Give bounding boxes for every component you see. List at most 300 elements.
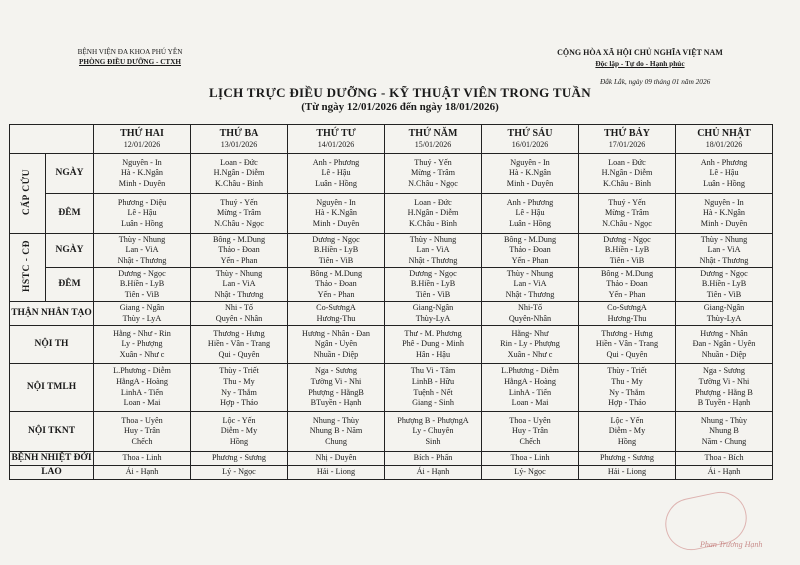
schedule-cell bbox=[385, 234, 482, 268]
staff-names: Hương-Thu bbox=[316, 313, 356, 323]
schedule-cell bbox=[676, 364, 773, 412]
staff-names: Thu - My bbox=[611, 376, 643, 386]
staff-names: Nhị - Duyên bbox=[315, 453, 357, 463]
department-name: NỘI TMLH bbox=[26, 382, 77, 393]
schedule-cell bbox=[288, 302, 385, 326]
staff-names: Luân - Hồng bbox=[509, 218, 551, 228]
national-motto: Độc lập - Tự do - Hạnh phúc bbox=[595, 59, 685, 68]
schedule-cell bbox=[676, 268, 773, 302]
schedule-cell bbox=[94, 234, 191, 268]
staff-names: HằngA - Hoàng bbox=[116, 376, 168, 386]
staff-names: Mừng - Trâm bbox=[604, 208, 650, 218]
staff-names: Đan - Ngân - Uyên bbox=[692, 339, 756, 349]
staff-names: Phượng - HằngB bbox=[308, 387, 364, 397]
national-heading bbox=[520, 47, 760, 69]
staff-names: Nhi - Tố bbox=[224, 302, 254, 312]
staff-names: Tường Vi - Nhi bbox=[310, 376, 362, 386]
schedule-cell bbox=[579, 154, 676, 194]
staff-names: Lan - ViA bbox=[707, 245, 741, 255]
staff-names: L.Phương - Diễm bbox=[501, 366, 559, 376]
staff-names: LinhA - Tiến bbox=[120, 387, 164, 397]
staff-names: K.Châu - Bình bbox=[409, 218, 457, 228]
staff-names: LinhB - Hữu bbox=[411, 376, 455, 386]
schedule-cell bbox=[191, 364, 288, 412]
staff-names: Minh - Duyên bbox=[506, 178, 554, 188]
staff-names: Hương - Nhân bbox=[700, 328, 748, 338]
staff-names: Thoa - Bích bbox=[704, 453, 744, 463]
schedule-cell bbox=[191, 154, 288, 194]
staff-names: Mừng - Trâm bbox=[410, 168, 456, 178]
shift-cell bbox=[46, 154, 94, 194]
day-date: 13/01/2026 bbox=[220, 139, 258, 149]
schedule-cell bbox=[288, 466, 385, 480]
staff-names: Loan - Mai bbox=[511, 398, 549, 408]
schedule-cell bbox=[482, 326, 579, 364]
staff-names: Thùy - Nhung bbox=[700, 234, 748, 244]
staff-names: Nhuần - Diệp bbox=[313, 349, 359, 359]
schedule-cell bbox=[676, 412, 773, 452]
department-cell bbox=[10, 412, 94, 452]
staff-names: Anh - Phương bbox=[312, 157, 360, 167]
staff-names: Qui - Quyên bbox=[218, 349, 260, 359]
staff-names: Sinh bbox=[425, 436, 441, 446]
department-cell bbox=[10, 326, 94, 364]
staff-names: Nhi-Tố bbox=[517, 302, 543, 312]
staff-names: Lan - ViA bbox=[222, 279, 256, 289]
day-name: THỨ SÁU bbox=[507, 127, 553, 139]
group-label: HSTC - CĐ bbox=[22, 239, 33, 292]
schedule-cell bbox=[385, 268, 482, 302]
staff-names: Thùy - Nhung bbox=[215, 268, 263, 278]
staff-names: Ly - Chuyên bbox=[412, 426, 454, 436]
day-date: 15/01/2026 bbox=[414, 139, 452, 149]
staff-names: Rin - Ly - Phượng bbox=[500, 339, 560, 349]
schedule-cell bbox=[94, 326, 191, 364]
staff-names: Tiên - ViB bbox=[318, 255, 354, 265]
day-header bbox=[288, 125, 385, 154]
day-header bbox=[385, 125, 482, 154]
staff-names: Thuý - Yến bbox=[608, 197, 646, 207]
staff-names: Loan - Đức bbox=[414, 197, 452, 207]
staff-names: Thoa - Linh bbox=[122, 453, 162, 463]
schedule-cell bbox=[288, 364, 385, 412]
staff-names: Thoa - Uyên bbox=[121, 415, 163, 425]
staff-names: Hà - K.Ngân bbox=[314, 208, 358, 218]
staff-names: Yến - Phan bbox=[317, 289, 355, 299]
duty-schedule-table bbox=[9, 124, 773, 480]
staff-names: B Tuyền - Hạnh bbox=[697, 398, 751, 408]
day-header bbox=[482, 125, 579, 154]
day-date: 18/01/2026 bbox=[705, 139, 743, 149]
shift-label: ĐÊM bbox=[58, 208, 81, 219]
schedule-cell bbox=[191, 466, 288, 480]
staff-names: Thùy - Triết bbox=[607, 366, 647, 376]
staff-names: Nhật - Thương bbox=[505, 289, 555, 299]
schedule-row bbox=[10, 194, 773, 234]
staff-names: Minh - Duyên bbox=[700, 218, 748, 228]
staff-names: Hà - K.Ngân bbox=[120, 168, 164, 178]
schedule-cell bbox=[579, 302, 676, 326]
day-date: 16/01/2026 bbox=[511, 139, 549, 149]
schedule-cell bbox=[579, 268, 676, 302]
staff-names: Thùy - LyA bbox=[122, 313, 162, 323]
staff-names: Nhung B - Năm bbox=[309, 426, 363, 436]
staff-names: B.Hiền - LyB bbox=[701, 279, 747, 289]
department-cell bbox=[10, 364, 94, 412]
schedule-cell bbox=[676, 234, 773, 268]
staff-names: N.Châu - Ngọc bbox=[602, 218, 652, 228]
schedule-cell bbox=[579, 364, 676, 412]
day-header bbox=[676, 125, 773, 154]
day-header bbox=[94, 125, 191, 154]
staff-names: Nguyên - In bbox=[510, 157, 550, 167]
department-cell bbox=[10, 452, 94, 466]
staff-names: Chếch bbox=[131, 436, 153, 446]
staff-names: Thảo - Đoan bbox=[315, 279, 357, 289]
staff-names: Thùy - Triết bbox=[219, 366, 259, 376]
schedule-cell bbox=[288, 412, 385, 452]
schedule-row bbox=[10, 234, 773, 268]
schedule-row bbox=[10, 154, 773, 194]
staff-names: K.Châu - Bình bbox=[603, 178, 651, 188]
staff-names: Lan - ViA bbox=[513, 279, 547, 289]
staff-names: Thuý - Yến bbox=[220, 197, 258, 207]
department-row bbox=[10, 452, 773, 466]
schedule-cell bbox=[385, 412, 482, 452]
staff-names: Ái - Hạnh bbox=[707, 467, 741, 477]
signature: Phan Trương Hạnh bbox=[700, 540, 763, 549]
schedule-cell bbox=[676, 154, 773, 194]
staff-names: Hân - Hậu bbox=[415, 349, 451, 359]
staff-names: Bông - M.Dung bbox=[212, 234, 266, 244]
staff-names: Giang - Ngân bbox=[119, 302, 165, 312]
staff-names: Hải - Liong bbox=[316, 467, 356, 477]
staff-names: Luân - Hồng bbox=[703, 178, 745, 188]
schedule-cell bbox=[676, 466, 773, 480]
schedule-cell bbox=[579, 452, 676, 466]
schedule-cell bbox=[94, 268, 191, 302]
staff-names: Phương - Sương bbox=[212, 453, 266, 463]
schedule-cell bbox=[482, 412, 579, 452]
corner-cell bbox=[10, 125, 94, 154]
staff-names: Xuân - Như c bbox=[507, 349, 553, 359]
staff-names: Phê - Dung - Minh bbox=[402, 339, 464, 349]
day-header bbox=[191, 125, 288, 154]
department-cell bbox=[10, 466, 94, 480]
department-name: NỘI TH bbox=[34, 339, 69, 350]
staff-names: Dương - Ngọc bbox=[118, 268, 166, 278]
staff-names: Hương-Thu bbox=[607, 313, 647, 323]
schedule-cell bbox=[676, 452, 773, 466]
issuer-block bbox=[50, 47, 210, 67]
staff-names: Hồng bbox=[617, 436, 637, 446]
staff-names: BTuyền - Hạnh bbox=[310, 398, 362, 408]
staff-names: Loan - Đức bbox=[220, 157, 258, 167]
staff-names: Minh - Duyên bbox=[118, 178, 166, 188]
staff-names: Co-SươngA bbox=[607, 302, 647, 312]
schedule-cell bbox=[191, 302, 288, 326]
schedule-cell bbox=[676, 302, 773, 326]
schedule-cell bbox=[482, 234, 579, 268]
staff-names: Tường Vi - Nhi bbox=[698, 376, 750, 386]
document-title: LỊCH TRỰC ĐIỀU DƯỠNG - KỸ THUẬT VIÊN TRONG TUẦN bbox=[209, 85, 591, 100]
schedule-cell bbox=[482, 268, 579, 302]
schedule-cell bbox=[482, 364, 579, 412]
staff-names: N.Châu - Ngọc bbox=[408, 178, 458, 188]
header-row bbox=[10, 125, 773, 154]
staff-names: Nguyên - In bbox=[316, 197, 356, 207]
staff-names: Hiền - Vân - Trang bbox=[207, 339, 271, 349]
department-row bbox=[10, 302, 773, 326]
staff-names: Hải - Liong bbox=[607, 467, 647, 477]
staff-names: Thoa - Uyên bbox=[509, 415, 551, 425]
staff-names: Ly - Phượng bbox=[121, 339, 163, 349]
schedule-cell bbox=[385, 326, 482, 364]
staff-names: Thảo - Đoan bbox=[606, 279, 648, 289]
group-label: CẤP CỨU bbox=[22, 168, 33, 215]
department-name: BỆNH NHIỆT ĐỚI bbox=[11, 453, 92, 464]
staff-names: B.Hiền - LyB bbox=[313, 245, 359, 255]
schedule-cell bbox=[191, 194, 288, 234]
shift-cell bbox=[46, 234, 94, 268]
staff-names: Thảo - Đoan bbox=[218, 245, 260, 255]
shift-label: NGÀY bbox=[55, 245, 84, 256]
schedule-cell bbox=[579, 326, 676, 364]
staff-names: Huy - Trân bbox=[512, 426, 548, 436]
staff-names: Ái - Hạnh bbox=[416, 467, 450, 477]
staff-names: Thương - Hưng bbox=[213, 328, 265, 338]
schedule-cell bbox=[191, 412, 288, 452]
day-header bbox=[579, 125, 676, 154]
schedule-cell bbox=[94, 364, 191, 412]
staff-names: Thu - My bbox=[223, 376, 255, 386]
schedule-cell bbox=[579, 194, 676, 234]
staff-names: Phương - Diệu bbox=[117, 197, 167, 207]
staff-names: Lý - Ngọc bbox=[222, 467, 256, 477]
staff-names: Phượng - Hằng B bbox=[695, 387, 753, 397]
staff-names: Tiên - ViB bbox=[609, 255, 645, 265]
department-name: THẬN NHÂN TẠO bbox=[11, 308, 92, 319]
staff-names: Thùy - Nhung bbox=[118, 234, 166, 244]
staff-names: Diễm - My bbox=[608, 426, 646, 436]
day-name: THỨ TƯ bbox=[316, 127, 356, 139]
shift-cell bbox=[46, 194, 94, 234]
staff-names: Mừng - Trâm bbox=[216, 208, 262, 218]
day-date: 17/01/2026 bbox=[608, 139, 646, 149]
staff-names: Hương - Nhân - Đan bbox=[302, 328, 370, 338]
schedule-cell bbox=[94, 466, 191, 480]
nation-name: CỘNG HÒA XÃ HỘI CHỦ NGHĨA VIỆT NAM bbox=[557, 48, 723, 57]
staff-names: H.Ngân - Diễm bbox=[601, 168, 653, 178]
department-row bbox=[10, 412, 773, 452]
day-date: 14/01/2026 bbox=[317, 139, 355, 149]
staff-names: Dương - Ngọc bbox=[312, 234, 360, 244]
staff-names: Lan - ViA bbox=[416, 245, 450, 255]
hospital-name: BỆNH VIỆN ĐA KHOA PHÚ YÊN bbox=[77, 48, 183, 56]
staff-names: Giang - Sinh bbox=[412, 398, 454, 408]
department-cell bbox=[10, 302, 94, 326]
staff-names: Loan - Đức bbox=[608, 157, 646, 167]
staff-names: Chếch bbox=[519, 436, 541, 446]
schedule-cell bbox=[482, 154, 579, 194]
staff-names: Bông - M.Dung bbox=[309, 268, 363, 278]
staff-names: Hợp - Thảo bbox=[608, 398, 646, 408]
staff-names: Anh - Phương bbox=[506, 197, 554, 207]
staff-names: Lê - Hậu bbox=[321, 168, 351, 178]
document-subtitle: (Từ ngày 12/01/2026 đến ngày 18/01/2026) bbox=[301, 101, 499, 113]
schedule-cell bbox=[482, 302, 579, 326]
day-name: THỨ BA bbox=[219, 127, 259, 139]
staff-names: Nhật - Thương bbox=[699, 255, 749, 265]
staff-names: Phượng B - PhượngA bbox=[397, 415, 469, 425]
staff-names: HằngA - Hoàng bbox=[504, 376, 556, 386]
staff-names: B.Hiền - LyB bbox=[119, 279, 165, 289]
staff-names: N.Châu - Ngọc bbox=[214, 218, 264, 228]
schedule-cell bbox=[676, 194, 773, 234]
shift-label: NGÀY bbox=[55, 168, 84, 179]
staff-names: Nhung - Thùy bbox=[312, 415, 360, 425]
staff-names: L.Phương - Diễm bbox=[113, 366, 171, 376]
staff-names: Nhật - Thương bbox=[214, 289, 264, 299]
schedule-cell bbox=[385, 466, 482, 480]
staff-names: Thương - Hưng bbox=[601, 328, 653, 338]
staff-names: Giang-Ngân bbox=[703, 302, 745, 312]
staff-names: Tuệnh - Nết bbox=[413, 387, 453, 397]
staff-names: Loan - Mai bbox=[123, 398, 161, 408]
staff-names: Minh - Duyên bbox=[312, 218, 360, 228]
staff-names: Dương - Ngọc bbox=[700, 268, 748, 278]
staff-names: Yến - Phan bbox=[220, 255, 258, 265]
staff-names: Nhung - Thùy bbox=[700, 415, 748, 425]
schedule-cell bbox=[482, 452, 579, 466]
department-row bbox=[10, 326, 773, 364]
staff-names: Hằng - Như - Rin bbox=[113, 328, 171, 338]
staff-names: Thảo - Đoan bbox=[509, 245, 551, 255]
staff-names: Yến - Phan bbox=[511, 255, 549, 265]
staff-names: Tiên - ViB bbox=[124, 289, 160, 299]
staff-names: Huy - Trân bbox=[124, 426, 160, 436]
day-name: THỨ BẢY bbox=[603, 127, 651, 139]
schedule-cell bbox=[579, 412, 676, 452]
staff-names: Nhuần - Diệp bbox=[701, 349, 747, 359]
staff-names: Tiên - ViB bbox=[706, 289, 742, 299]
shift-label: ĐÊM bbox=[58, 279, 81, 290]
schedule-cell bbox=[288, 326, 385, 364]
staff-names: Ny - Thắm bbox=[609, 387, 645, 397]
staff-names: Lý- Ngọc bbox=[514, 467, 546, 477]
schedule-cell bbox=[191, 268, 288, 302]
staff-names: Luân - Hồng bbox=[121, 218, 163, 228]
schedule-cell bbox=[385, 154, 482, 194]
schedule-cell bbox=[482, 194, 579, 234]
staff-names: Yến - Phan bbox=[608, 289, 646, 299]
schedule-cell bbox=[94, 412, 191, 452]
day-name: CHỦ NHẬT bbox=[697, 127, 751, 139]
staff-names: Thùy-LyA bbox=[415, 313, 451, 323]
staff-names: Xuân - Như c bbox=[119, 349, 165, 359]
staff-names: Quyên - Nhân bbox=[215, 313, 263, 323]
staff-names: Nhật - Thương bbox=[117, 255, 167, 265]
staff-names: Lê - Hậu bbox=[515, 208, 545, 218]
staff-names: Bông - M.Dung bbox=[503, 234, 557, 244]
schedule-cell bbox=[94, 194, 191, 234]
staff-names: Nhật - Thương bbox=[408, 255, 458, 265]
staff-names: Ái - Hạnh bbox=[125, 467, 159, 477]
staff-names: Phương - Sương bbox=[600, 453, 654, 463]
staff-names: Thoa - Linh bbox=[510, 453, 550, 463]
staff-names: Tiên - ViB bbox=[415, 289, 451, 299]
shift-cell bbox=[46, 268, 94, 302]
staff-names: Hà - K.Ngân bbox=[508, 168, 552, 178]
staff-names: Lê - Hậu bbox=[127, 208, 157, 218]
schedule-cell bbox=[288, 154, 385, 194]
staff-names: Nhung B bbox=[709, 426, 739, 436]
staff-names: Luân - Hồng bbox=[315, 178, 357, 188]
staff-names: Thùy - Nhung bbox=[506, 268, 554, 278]
staff-names: Hiền - Vân - Trang bbox=[595, 339, 659, 349]
staff-names: Dương - Ngọc bbox=[409, 268, 457, 278]
day-name: THỨ HAI bbox=[120, 127, 164, 139]
schedule-cell bbox=[385, 194, 482, 234]
staff-names: Nga - Sương bbox=[315, 366, 357, 376]
group-cell bbox=[10, 154, 46, 234]
staff-names: H.Ngân - Diễm bbox=[213, 168, 265, 178]
staff-names: Thư - M. Phương bbox=[404, 328, 462, 338]
schedule-cell bbox=[288, 268, 385, 302]
staff-names: H.Ngân - Diễm bbox=[407, 208, 459, 218]
staff-names: Bích - Phấn bbox=[413, 453, 453, 463]
staff-names: Bông - M.Dung bbox=[600, 268, 654, 278]
schedule-cell bbox=[385, 452, 482, 466]
staff-names: Lộc - Yến bbox=[222, 415, 256, 425]
staff-names: LinhA - Tiến bbox=[508, 387, 552, 397]
schedule-cell bbox=[385, 302, 482, 326]
schedule-cell bbox=[288, 194, 385, 234]
department-name: LAO bbox=[41, 467, 62, 478]
department-row bbox=[10, 364, 773, 412]
staff-names: K.Châu - Bình bbox=[215, 178, 263, 188]
staff-names: B.Hiền - LyB bbox=[410, 279, 456, 289]
schedule-cell bbox=[385, 364, 482, 412]
staff-names: Lộc - Yến bbox=[610, 415, 644, 425]
group-cell bbox=[10, 234, 46, 302]
staff-names: Co-SươngA bbox=[316, 302, 356, 312]
staff-names: Diễm - My bbox=[220, 426, 258, 436]
department-row bbox=[10, 466, 773, 480]
staff-names: Thu Vi - Tâm bbox=[410, 366, 456, 376]
staff-names: Năm - Chung bbox=[701, 436, 747, 446]
staff-names: Lê - Hậu bbox=[709, 168, 739, 178]
staff-names: B.Hiền - LyB bbox=[604, 245, 650, 255]
staff-names: Thùy-LyA bbox=[706, 313, 742, 323]
staff-names: Giang-Ngân bbox=[412, 302, 454, 312]
schedule-cell bbox=[94, 154, 191, 194]
schedule-cell bbox=[94, 452, 191, 466]
schedule-cell bbox=[191, 452, 288, 466]
staff-names: Anh - Phương bbox=[700, 157, 748, 167]
department-name: PHÒNG ĐIỀU DƯỠNG - CTXH bbox=[79, 58, 181, 66]
staff-names: Ny - Thắm bbox=[221, 387, 257, 397]
schedule-cell bbox=[94, 302, 191, 326]
staff-names: Thuý - Yến bbox=[414, 157, 452, 167]
staff-names: Quyên-Nhân bbox=[508, 313, 552, 323]
staff-names: Nga - Sương bbox=[703, 366, 745, 376]
schedule-cell bbox=[288, 452, 385, 466]
day-date: 12/01/2026 bbox=[123, 139, 161, 149]
staff-names: Qui - Quyên bbox=[606, 349, 648, 359]
staff-names: Hồng bbox=[229, 436, 249, 446]
staff-names: Nguyên - In bbox=[704, 197, 744, 207]
